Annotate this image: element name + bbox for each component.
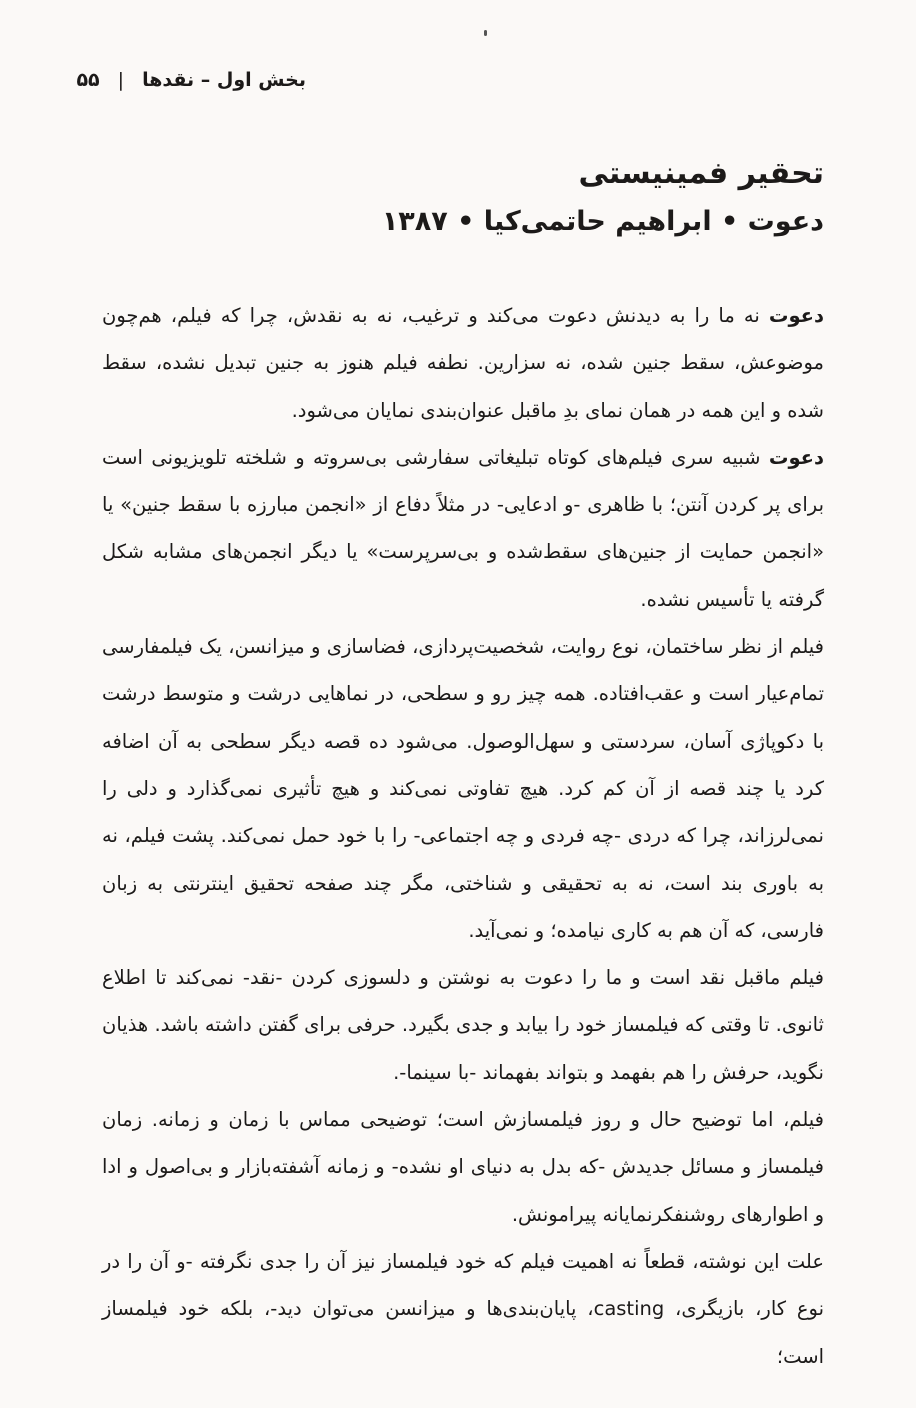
paragraph-text: فیلم، اما توضیح حال و روز فیلمسازش است؛ توضیحی مماس با زمان و زمانه. زمان فیلمساز و مسائل جدیدش -که بدل به دنیای او نشده- و زمانه آشفته‌بازار و بی‌اصول و ادا و اطوارهای روشنفکرنمایانه پیرامونش.: [102, 1108, 824, 1226]
article-body: [102, 292, 824, 1380]
page-number: ۵۵: [76, 69, 100, 91]
paragraph-lead: دعوت: [768, 304, 824, 327]
paragraph: [102, 292, 824, 434]
article-heading: [92, 150, 824, 246]
paragraph: [102, 954, 824, 1096]
article-subtitle: دعوت • ابراهیم حاتمی‌کیا • ۱۳۸۷: [381, 206, 824, 237]
print-mark: [484, 30, 487, 36]
paragraph-text: نه ما را به دیدنش دعوت می‌کند و ترغیب، نه به نقدش، چرا که فیلم، هم‌چون موضوعش، سقط جنین شده، نه سزارین. نطفه فیلم هنوز به جنین تبدیل نشده، سقط شده و این همه در همان نمای بدِ ماقبل عنوان‌بندی نمایان می‌شود.: [102, 304, 824, 422]
paragraph: [102, 1238, 824, 1380]
paragraph: [102, 1096, 824, 1238]
article-title: تحقیر فمینیستی: [578, 156, 824, 191]
paragraph-text: علت این نوشته، قطعاً نه اهمیت فیلم که خود فیلمساز نیز آن را جدی نگرفته -و آن را در نوع کار، بازیگری، casting، پایان‌بندی‌ها و میزانسن می‌توان دید-، بلکه خود فیلمساز است؛: [102, 1249, 824, 1368]
header-separator: |: [117, 69, 125, 91]
paragraph-lead: دعوت: [768, 445, 824, 469]
paragraph-text: فیلم از نظر ساختمان، نوع روایت، شخصیت‌پردازی، فضاسازی و میزانسن، یک فیلمفارسی تمام‌عیار است و عقب‌افتاده. همه چیز رو و سطحی، در نماهایی درشت و متوسط درشت با دکوپاژی آسان، سردستی و سهل‌الوصول. می‌شود ده قصه دیگر سطحی به آن اضافه کرد یا چند قصه از آن کم کرد. هیچ تفاوتی نمی‌کند و هیچ تأثیری نمی‌گذارد و دلی را نمی‌لرزاند، چرا که دردی -چه فردی و چه اجتماعی- را با خود حمل نمی‌کند. پشت فیلم، نه به باوری بند است، نه به تحقیقی و شناختی، مگر چند صفحه تحقیق اینترنتی به زبان فارسی، که آن هم به کاری نیامده؛ و نمی‌آید.: [102, 635, 824, 942]
paragraph: [102, 434, 824, 623]
paragraph-text: فیلم ماقبل نقد است و ما را دعوت به نوشتن و دلسوزی کردن -نقد- نمی‌کند تا اطلاع ثانوی. تا وقتی که فیلمساز خود را بیابد و جدی بگیرد. حرفی برای گفتن داشته باشد. هذیان نگوید، حرفش را هم بفهمد و بتواند بفهماند -با سینما-.: [102, 966, 824, 1084]
paragraph-text: شبیه سری فیلم‌های کوتاه تبلیغاتی سفارشی بی‌سروته و شلخته تلویزیونی است برای پر کردن آنتن؛ با ظاهری -و ادعایی- در مثلاً دفاع از «انجمن مبارزه با سقط جنین» یا «انجمن حمایت از جنین‌های سقط‌شده و بی‌سرپرست» یا دیگر انجمن‌های مشابه شکل گرفته یا تأسیس نشده.: [102, 445, 824, 611]
running-header: [76, 62, 306, 98]
paragraph: [102, 623, 824, 954]
section-title: بخش اول – نقدها: [142, 69, 306, 91]
